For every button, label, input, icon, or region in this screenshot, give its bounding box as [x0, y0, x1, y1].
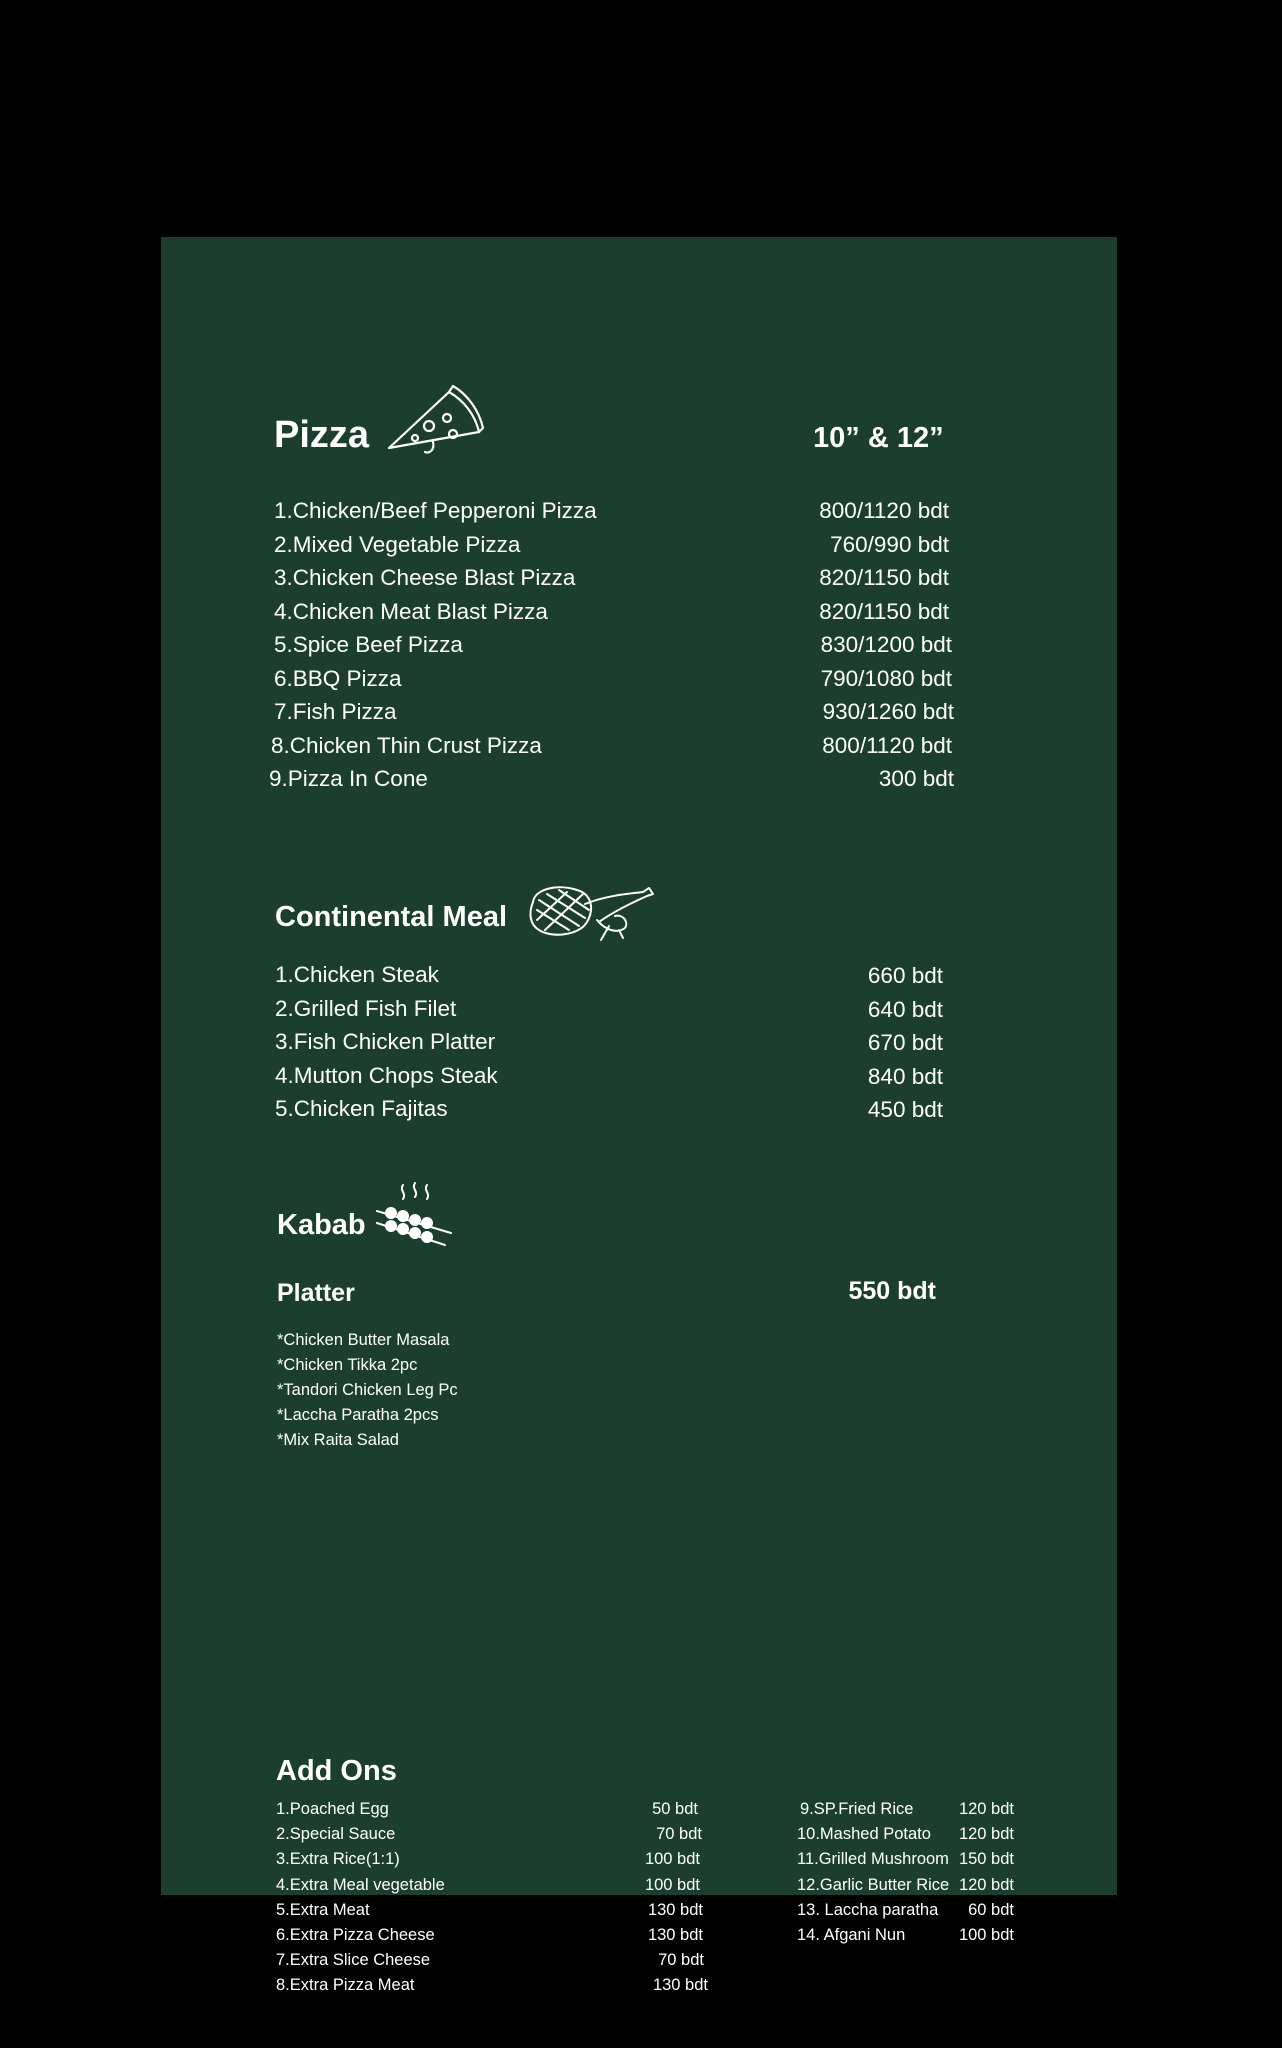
- list-item: 3.Chicken Cheese Blast Pizza: [274, 565, 576, 590]
- list-item: 11.Grilled Mushroom: [797, 1850, 949, 1869]
- price: 100 bdt: [644, 1850, 700, 1869]
- addons-left-names: [276, 1797, 445, 1999]
- pizza-size-label: 10” & 12”: [813, 422, 944, 454]
- list-item: 9.Pizza In Cone: [269, 766, 428, 791]
- price: 150 bdt: [958, 1850, 1014, 1869]
- list-item: 4.Chicken Meat Blast Pizza: [274, 598, 548, 624]
- price: 130 bdt: [652, 1976, 708, 1995]
- pizza-price-list: [819, 494, 954, 796]
- pizza-item-list: [269, 494, 597, 796]
- price: 820/1150 bdt: [819, 565, 949, 590]
- price: 120 bdt: [958, 1875, 1014, 1894]
- steak-icon: [525, 882, 655, 944]
- pizza-section-title: Pizza: [274, 414, 370, 456]
- price: 70 bdt: [658, 1951, 704, 1970]
- list-item: 5.Spice Beef Pizza: [274, 632, 463, 657]
- list-item: 4.Mutton Chops Steak: [275, 1062, 498, 1088]
- list-item: 1.Chicken Steak: [275, 962, 439, 987]
- price: 130 bdt: [647, 1900, 703, 1919]
- price: 830/1200 bdt: [820, 632, 952, 657]
- price: 760/990 bdt: [830, 531, 949, 557]
- list-item: 6.BBQ Pizza: [274, 665, 402, 691]
- price: 790/1080 bdt: [820, 665, 952, 691]
- price: 120 bdt: [958, 1825, 1014, 1844]
- list-item: 5.Extra Meat: [276, 1900, 370, 1919]
- kabab-platter-price: 550 bdt: [848, 1277, 936, 1305]
- pizza-slice-icon: [383, 382, 485, 458]
- list-item: 5.Chicken Fajitas: [275, 1096, 448, 1121]
- list-item: 14. Afgani Nun: [797, 1926, 906, 1945]
- list-item: 4.Extra Meal vegetable: [276, 1875, 445, 1894]
- price: 100 bdt: [958, 1926, 1014, 1945]
- price: 820/1150 bdt: [819, 598, 949, 624]
- list-item: 1.Chicken/Beef Pepperoni Pizza: [274, 498, 597, 523]
- kabab-section-title: Kabab: [277, 1209, 366, 1241]
- list-item: 2.Mixed Vegetable Pizza: [274, 531, 521, 557]
- list-item: 9.SP.Fried Rice: [800, 1800, 914, 1818]
- price: 50 bdt: [652, 1800, 698, 1818]
- continental-item-list: [275, 958, 498, 1126]
- list-item: 2.Grilled Fish Filet: [275, 995, 457, 1021]
- list-item: *Mix Raita Salad: [277, 1431, 399, 1449]
- addons-section-title: Add Ons: [276, 1755, 397, 1787]
- list-item: 10.Mashed Potato: [797, 1825, 931, 1844]
- list-item: 2.Special Sauce: [276, 1825, 396, 1844]
- list-item: 13. Laccha paratha: [797, 1900, 939, 1919]
- kabab-skewer-icon: [373, 1181, 455, 1251]
- addons-right-names: [797, 1797, 949, 1948]
- price: 450 bdt: [867, 1097, 943, 1122]
- addons-left-prices: [644, 1797, 708, 1999]
- list-item: *Chicken Tikka 2pc: [277, 1356, 418, 1374]
- price: 670 bdt: [867, 1030, 943, 1055]
- list-item: *Chicken Butter Masala: [277, 1331, 450, 1349]
- price: 70 bdt: [656, 1825, 702, 1844]
- price: 840 bdt: [867, 1063, 943, 1089]
- list-item: *Tandori Chicken Leg Pc: [277, 1381, 458, 1399]
- price: 640 bdt: [867, 996, 943, 1022]
- price: 60 bdt: [968, 1900, 1014, 1919]
- list-item: *Laccha Paratha 2pcs: [277, 1406, 439, 1424]
- list-item: 7.Extra Slice Cheese: [276, 1951, 431, 1970]
- list-item: 1.Poached Egg: [276, 1800, 389, 1818]
- kabab-platter-label: Platter: [277, 1279, 355, 1307]
- price: 800/1120 bdt: [819, 498, 949, 523]
- price: 800/1120 bdt: [822, 732, 952, 758]
- price: 120 bdt: [958, 1800, 1014, 1818]
- addons-right-prices: [959, 1797, 1014, 1948]
- price: 130 bdt: [647, 1926, 703, 1945]
- list-item: 12.Garlic Butter Rice: [797, 1875, 950, 1894]
- list-item: 3.Extra Rice(1:1): [276, 1850, 400, 1869]
- price: 930/1260 bdt: [822, 699, 954, 724]
- list-item: 7.Fish Pizza: [274, 699, 397, 724]
- list-item: 3.Fish Chicken Platter: [275, 1029, 496, 1054]
- price: 660 bdt: [867, 963, 943, 988]
- list-item: 6.Extra Pizza Cheese: [276, 1926, 435, 1945]
- menu-card: [161, 237, 1117, 1995]
- price: 100 bdt: [644, 1875, 700, 1894]
- price: 300 bdt: [878, 766, 954, 791]
- kabab-platter-contents: [277, 1328, 458, 1453]
- continental-section-title: Continental Meal: [275, 901, 508, 933]
- list-item: 8.Chicken Thin Crust Pizza: [271, 732, 542, 758]
- continental-price-list: [868, 959, 943, 1127]
- list-item: 8.Extra Pizza Meat: [276, 1976, 415, 1995]
